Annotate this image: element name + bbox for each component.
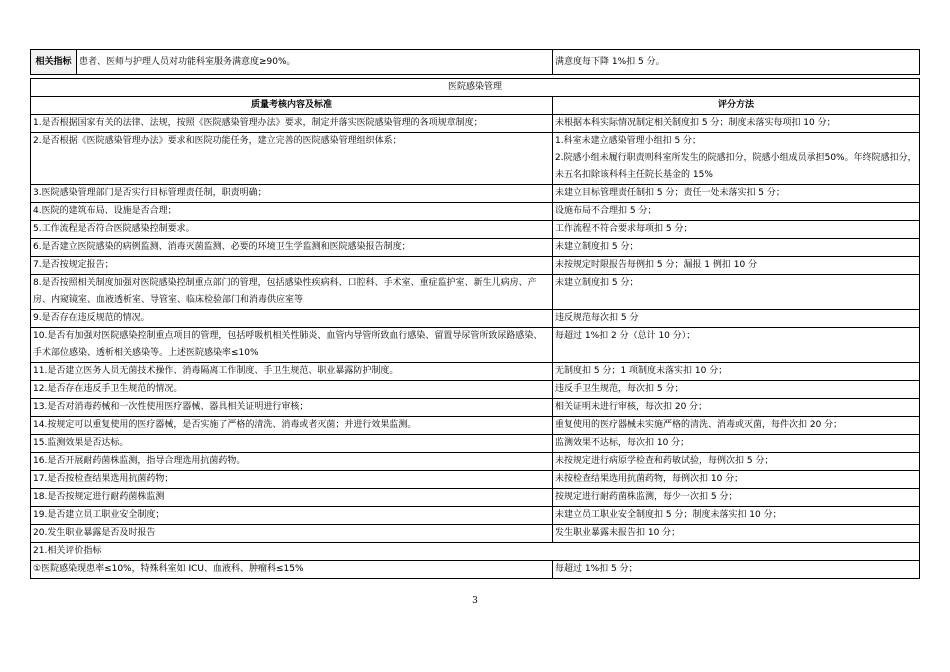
table-row bbox=[31, 257, 920, 275]
row-method: 设施布局不合理扣 5 分； bbox=[553, 203, 920, 221]
row-method: 每超过 1%扣 5 分； bbox=[553, 561, 920, 579]
table-row bbox=[31, 453, 920, 471]
row-content: 15.监测效果是否达标。 bbox=[31, 435, 553, 453]
row-content: ①医院感染现患率≤10%，特殊科室如 ICU、血液科、肿瘤科≤15% bbox=[31, 561, 553, 579]
table-row bbox=[31, 133, 920, 185]
row-content: 13.是否对消毒药械和一次性使用医疗器械、器具相关证明进行审核； bbox=[31, 399, 553, 417]
infection-management-table bbox=[30, 78, 920, 579]
row-content: 11.是否建立医务人员无菌技术操作、消毒隔离工作制度、手卫生规范、职业暴露防护制度。 bbox=[31, 363, 553, 381]
table-row bbox=[31, 525, 920, 543]
row-content: 2.是否根据《医院感染管理办法》要求和医院功能任务，建立完善的医院感染管理组织体系； bbox=[31, 133, 553, 185]
table-row bbox=[31, 363, 920, 381]
row-method: 未建立目标管理责任制扣 5 分；责任一处未落实扣 5 分； bbox=[553, 185, 920, 203]
table-row bbox=[31, 507, 920, 525]
related-indicator-table bbox=[30, 49, 920, 75]
table-row bbox=[31, 328, 920, 363]
table-row bbox=[31, 310, 920, 328]
table-row bbox=[31, 417, 920, 435]
row-content: 3.医院感染管理部门是否实行目标管理责任制，职责明确； bbox=[31, 185, 553, 203]
row-content: 14.按规定可以重复使用的医疗器械，是否实施了严格的清洗、消毒或者灭菌；并进行效果监测。 bbox=[31, 417, 553, 435]
row-content: 18.是否按规定进行耐药菌株监测 bbox=[31, 489, 553, 507]
row-method: 发生职业暴露未报告扣 10 分； bbox=[553, 525, 920, 543]
section-title-row bbox=[31, 79, 920, 97]
table-row bbox=[31, 489, 920, 507]
header-row bbox=[31, 97, 920, 115]
related-indicator-content: 患者、医师与护理人员对功能科室服务满意度≥90%。 bbox=[77, 50, 553, 75]
row-content: 5.工作流程是否符合医院感染控制要求。 bbox=[31, 221, 553, 239]
row-method: 无制度扣 5 分；1 项制度未落实扣 10 分； bbox=[553, 363, 920, 381]
row-content: 6.是否建立医院感染的病例监测、消毒灭菌监测、必要的环境卫生学监测和医院感染报告制度； bbox=[31, 239, 553, 257]
row-method: 未按规定进行病原学检查和药敏试验，每例次扣 5 分； bbox=[553, 453, 920, 471]
table-row bbox=[31, 115, 920, 133]
table-row bbox=[31, 561, 920, 579]
row-content: 8.是否按照相关制度加强对医院感染控制重点部门的管理，包括感染性疾病科、口腔科、手术室、重症监护室、新生儿病房、产房、内窥镜室、血液透析室、导管室、临床检验部门和消毒供应室等 bbox=[31, 275, 553, 310]
header-content: 质量考核内容及标准 bbox=[31, 97, 553, 115]
related-indicator-method: 满意度每下降 1%扣 5 分。 bbox=[553, 50, 920, 75]
table-row bbox=[31, 185, 920, 203]
row-method: 未按检查结果选用抗菌药物，每例次扣 10 分； bbox=[553, 471, 920, 489]
row-method: 工作流程不符合要求每项扣 5 分； bbox=[553, 221, 920, 239]
row-method: 按规定进行耐药菌株监测，每少一次扣 5 分； bbox=[553, 489, 920, 507]
header-method: 评分方法 bbox=[553, 97, 920, 115]
row-method: 未建立制度扣 5 分； bbox=[553, 275, 920, 310]
row-content: 9.是否存在违反规范的情况。 bbox=[31, 310, 553, 328]
table-row bbox=[31, 399, 920, 417]
row-method: 违反规范每次扣 5 分 bbox=[553, 310, 920, 328]
row-method: 未建立制度扣 5 分； bbox=[553, 239, 920, 257]
row-method: 1.科室未建立感染管理小组扣 5 分； 2.院感小组未履行职责则科室所发生的院感扣分，院感小组成员承担50%。年终院感扣分，未五名扣除该科科主任院长基金的 15% bbox=[553, 133, 920, 185]
row-method: 未建立员工职业安全制度扣 5 分；制度未落实扣 10 分； bbox=[553, 507, 920, 525]
table-row bbox=[31, 275, 920, 310]
indicator-title-row bbox=[31, 543, 920, 561]
row-method: 未根据本科实际情况制定相关制度扣 5 分；制度未落实每项扣 10 分； bbox=[553, 115, 920, 133]
row-method: 重复使用的医疗器械未实施严格的清洗、消毒或灭菌，每件次扣 20 分； bbox=[553, 417, 920, 435]
row-content: 20.发生职业暴露是否及时报告 bbox=[31, 525, 553, 543]
row-content: 1.是否根据国家有关的法律、法规，按照《医院感染管理办法》要求，制定并落实医院感染管理的各项规章制度； bbox=[31, 115, 553, 133]
row-content: 10.是否有加强对医院感染控制重点项目的管理，包括呼吸机相关性肺炎、血管内导管所致血行感染、留置导尿管所致尿路感染、手术部位感染、透析相关感染等。上述医院感染率≤10% bbox=[31, 328, 553, 363]
row-content: 19.是否建立员工职业安全制度； bbox=[31, 507, 553, 525]
table-row bbox=[31, 221, 920, 239]
table-row bbox=[31, 239, 920, 257]
row-content: 17.是否按检查结果选用抗菌药物； bbox=[31, 471, 553, 489]
table-row bbox=[31, 203, 920, 221]
row-content: 4.医院的建筑布局、设施是否合理； bbox=[31, 203, 553, 221]
row-content: 7.是否按规定报告； bbox=[31, 257, 553, 275]
section-title: 医院感染管理 bbox=[31, 79, 920, 97]
row-content: 16.是否开展耐药菌株监测，指导合理选用抗菌药物。 bbox=[31, 453, 553, 471]
row-method: 违反手卫生规范，每次扣 5 分； bbox=[553, 381, 920, 399]
related-indicator-row bbox=[31, 50, 920, 75]
row-method: 监测效果不达标，每次扣 10 分； bbox=[553, 435, 920, 453]
row-method: 每超过 1%扣 2 分（总计 10 分）； bbox=[553, 328, 920, 363]
page-number: 3 bbox=[472, 596, 478, 606]
row-method: 相关证明未进行审核，每次扣 20 分； bbox=[553, 399, 920, 417]
row-method: 未按规定时限报告每例扣 5 分；漏报 1 例扣 10 分 bbox=[553, 257, 920, 275]
table-row bbox=[31, 381, 920, 399]
indicator-title: 21.相关评价指标 bbox=[31, 543, 920, 561]
table-row bbox=[31, 471, 920, 489]
row-content: 12.是否存在违反手卫生规范的情况。 bbox=[31, 381, 553, 399]
related-indicator-label: 相关指标 bbox=[31, 50, 77, 75]
table-row bbox=[31, 435, 920, 453]
